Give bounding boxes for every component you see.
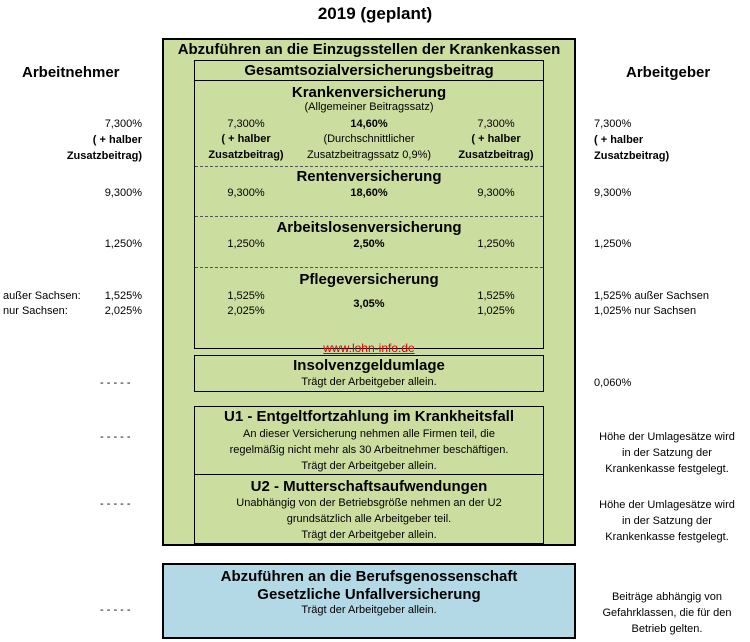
left-bg-dash: - - - - -	[100, 604, 131, 616]
right-rv-rate: 9,300%	[594, 187, 632, 199]
left-pv-rate-1: 1,525%	[104, 290, 142, 302]
av-employee-rate: 1,250%	[227, 238, 265, 250]
insolvency-text: Trägt der Arbeitgeber allein.	[301, 376, 437, 388]
left-kv-rate: 7,300%	[104, 118, 142, 130]
page-title: 2019 (geplant)	[317, 4, 433, 23]
accident-insurance-text: Trägt der Arbeitgeber allein.	[301, 604, 437, 616]
left-kv-half-line1: ( + halber	[92, 134, 142, 146]
u2-line2: grundsätzlich alle Arbeitgeber teil.	[286, 513, 452, 525]
left-u2-dash: - - - - -	[100, 498, 131, 510]
right-kv-rate: 7,300%	[594, 118, 632, 130]
right-u2-line1: Höhe der Umlagesätze wird	[599, 499, 735, 511]
right-pv-line-2: 1,025% nur Sachsen	[594, 305, 697, 317]
kv-employer-half-line2: Zusatzbeitrag)	[458, 149, 534, 161]
pv-employee-rate-2: 2,025%	[227, 305, 265, 317]
separator	[195, 474, 543, 475]
health-insurance-subtitle: (Allgemeiner Beitragssatz)	[304, 101, 434, 113]
kv-employer-half-line1: ( + halber	[471, 133, 521, 145]
right-pv-line-1: 1,525% außer Sachsen	[594, 290, 709, 302]
right-kv-half-line1: ( + halber	[594, 134, 644, 146]
rv-employee-rate: 9,300%	[227, 187, 265, 199]
left-rv-rate: 9,300%	[104, 187, 142, 199]
health-insurance-header: Abzuführen an die Einzugsstellen der Krankenkassen	[177, 41, 561, 58]
right-bg-line2: Gefahrklassen, die für den	[602, 607, 732, 619]
kv-employee-half-line2: Zusatzbeitrag)	[208, 149, 284, 161]
kv-employee-rate: 7,300%	[227, 118, 265, 130]
separator	[195, 267, 543, 268]
left-insolvency-dash: - - - - -	[100, 377, 131, 389]
u2-line1: Unabhängig von der Betriebsgröße nehmen an der U2	[236, 497, 502, 509]
left-u1-dash: - - - - -	[100, 431, 131, 443]
left-av-rate: 1,250%	[104, 238, 142, 250]
separator	[195, 166, 543, 167]
right-insolvency-rate: 0,060%	[594, 377, 632, 389]
left-pv-label-2: nur Sachsen:	[3, 305, 68, 317]
kv-employee-half-line1: ( + halber	[221, 133, 271, 145]
health-insurance-title: Krankenversicherung	[291, 84, 447, 101]
health-insurance-total: 14,60%	[350, 118, 388, 130]
kv-employer-rate: 7,300%	[477, 118, 515, 130]
right-bg-line1: Beiträge abhängig von	[611, 591, 723, 603]
u2-line3: Trägt der Arbeitgeber allein.	[301, 529, 437, 541]
u1-line1: An dieser Versicherung nehmen alle Firmen teil, die	[243, 428, 495, 440]
pv-employer-rate-2: 1,025%	[477, 305, 515, 317]
care-insurance-total: 3,05%	[353, 298, 385, 310]
pension-insurance-title: Rentenversicherung	[296, 168, 442, 185]
right-u1-line2: in der Satzung der	[622, 447, 712, 459]
right-kv-half-line2: Zusatzbeitrag)	[594, 150, 670, 162]
care-insurance-title: Pflegeversicherung	[299, 271, 439, 288]
accident-insurance-header: Abzuführen an die Berufsgenossenschaft	[220, 568, 518, 585]
right-bg-line3: Betrieb gelten.	[631, 623, 703, 635]
u1-line2: regelmäßig nicht mehr als 30 Arbeitnehmer beschäftigen.	[229, 444, 509, 456]
gsv-header: Gesamtsozialversicherungsbeitrag	[244, 62, 494, 79]
right-u1-line1: Höhe der Umlagesätze wird	[599, 431, 735, 443]
right-av-rate: 1,250%	[594, 238, 632, 250]
avg-additional-rate-line2: Zusatzbeitragssatz 0,9%)	[306, 149, 432, 161]
left-pv-label-1: außer Sachsen:	[3, 290, 81, 302]
rv-employer-rate: 9,300%	[477, 187, 515, 199]
left-pv-rate-2: 2,025%	[104, 305, 142, 317]
right-u1-line3: Krankenkasse festgelegt.	[605, 463, 729, 475]
right-u2-line3: Krankenkasse festgelegt.	[605, 531, 729, 543]
separator	[195, 216, 543, 217]
unemployment-insurance-total: 2,50%	[353, 238, 385, 250]
website-link[interactable]: www.lohn-info.de	[323, 341, 415, 355]
pv-employee-rate-1: 1,525%	[227, 290, 265, 302]
left-kv-half-line2: Zusatzbeitrag)	[66, 150, 142, 162]
employer-header: Arbeitgeber	[626, 64, 711, 81]
u1-line3: Trägt der Arbeitgeber allein.	[301, 460, 437, 472]
pv-employer-rate-1: 1,525%	[477, 290, 515, 302]
employee-header: Arbeitnehmer	[22, 64, 120, 81]
u2-title: U2 - Mutterschaftsaufwendungen	[250, 478, 488, 495]
u1-title: U1 - Entgeltfortzahlung im Krankheitsfall	[223, 408, 515, 425]
avg-additional-rate-line1: (Durchschnittlicher	[323, 133, 415, 145]
insolvency-title: Insolvenzgeldumlage	[293, 357, 445, 374]
pension-insurance-total: 18,60%	[350, 187, 388, 199]
unemployment-insurance-title: Arbeitslosenversicherung	[276, 219, 462, 236]
right-u2-line2: in der Satzung der	[622, 515, 712, 527]
accident-insurance-title: Gesetzliche Unfallversicherung	[257, 586, 481, 603]
av-employer-rate: 1,250%	[477, 238, 515, 250]
